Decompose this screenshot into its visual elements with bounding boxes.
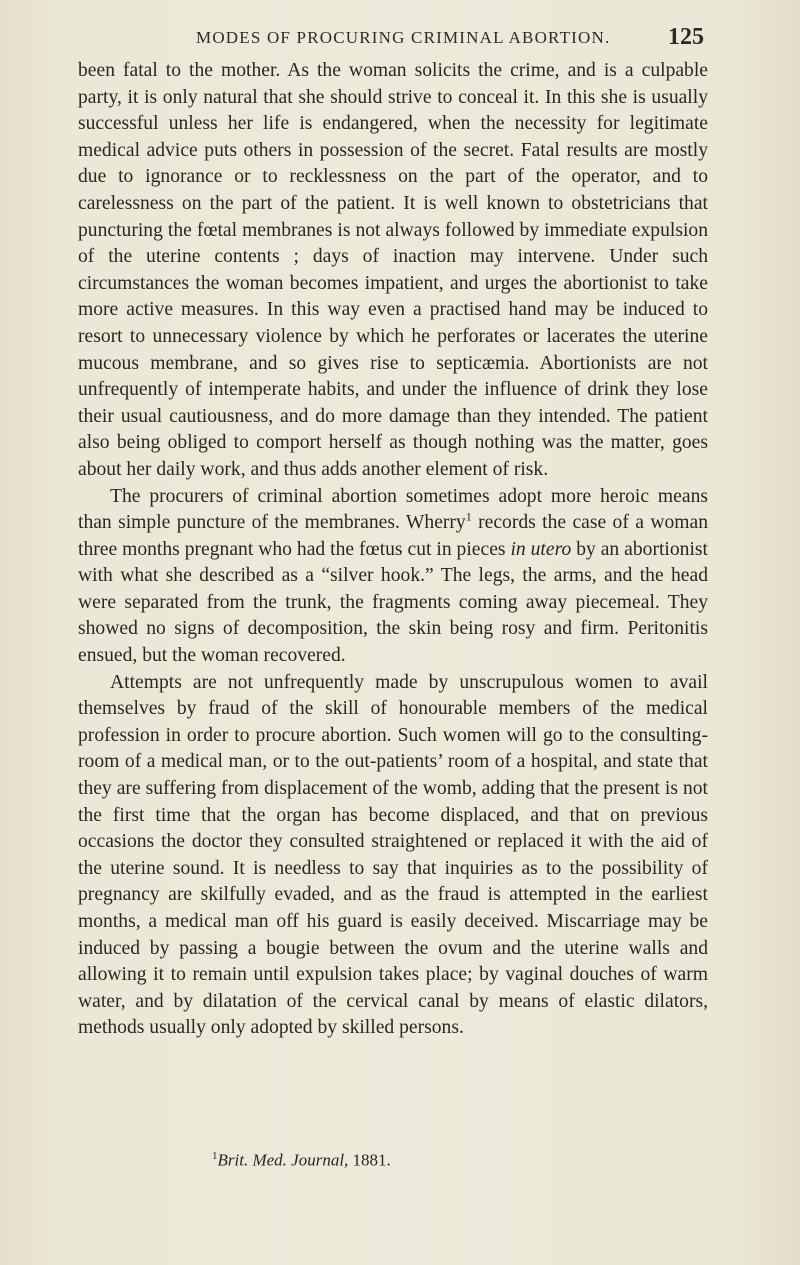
italic-phrase: in utero bbox=[510, 538, 572, 560]
footnote-marker: 1 bbox=[212, 1150, 218, 1162]
paragraph-2-text-c: by an abortionist with what she described as a “silver hook.” The legs, the arms, and the head were separated from the trunk, the fragments coming away piecemeal. They showed no signs of decomposition, the skin being rosy and firm. Peritonitis ensued, but the woman recovered. bbox=[78, 538, 708, 667]
paragraph-1: been fatal to the mother. As the woman solicits the crime, and is a culpable party, it is only natural that she should strive to conceal it. In this she is usually successful unless her life is endangered, when the necessity for legitimate medical advice puts others in possession of the secret. Fatal results are mostly due to ignorance or to recklessness on the part of the operator, and to carelessness on the part of the patient. It is well known to obstetricians that puncturing the fœtal membranes is not always followed by immediate expulsion of the uterine contents ; days of inaction may intervene. Under such circumstances the woman becomes impatient, and urges the abortionist to take more active measures. In this way even a practised hand may be induced to resort to unnecessary violence by which he perforates or lacerates the uterine mucous membrane, and so gives rise to septicæmia. Abortionists are not unfrequently of intemperate habits, and under the influence of drink they lose their usual cautiousness, and do more damage than they intended. The patient also being obliged to comport herself as though nothing was the matter, goes about her daily work, and thus adds another element of risk. bbox=[78, 60, 708, 480]
paragraph-2-text-a: The procurers of criminal abortion sometimes adopt more heroic means than simple puncture of the membranes. Wherry bbox=[78, 485, 708, 534]
footnote-reference: 1 bbox=[465, 509, 472, 524]
footnote-journal: Brit. Med. Journal, bbox=[217, 1150, 349, 1170]
body-text bbox=[78, 58, 708, 1042]
paragraph-2 bbox=[78, 484, 708, 670]
footnote-year: 1881. bbox=[348, 1150, 391, 1170]
paragraph-3: Attempts are not unfrequently made by unscrupulous women to avail themselves by fraud of the skill of honourable members of the medical profession in order to procure abortion. Such women will go to the consulting-room of a medical man, or to the out-patients’ room of a hospital, and state that they are suffering from displacement of the womb, adding that the present is not the first time that the organ has become displaced, and that on previous occasions the doctor they consulted straightened or replaced it with the aid of the uterine sound. It is needless to say that inquiries as to the possibility of pregnancy are skilfully evaded, and as the fraud is attempted in the earliest months, a medical man off his guard is easily deceived. Miscarriage may be induced by passing a bougie between the ovum and the uterine walls and allowing it to remain until expulsion takes place; by vaginal douches of warm water, and by dilatation of the cervical canal by means of elastic dilators, methods usually only adopted by skilled persons. bbox=[78, 671, 708, 1039]
page-number: 125 bbox=[668, 24, 704, 50]
footnote bbox=[212, 1150, 391, 1171]
paragraph-2-text-b: records the case of a woman three months pregnant who had the fœtus cut in pieces bbox=[78, 512, 708, 560]
running-title: MODES OF PROCURING CRIMINAL ABORTION. bbox=[196, 28, 611, 47]
